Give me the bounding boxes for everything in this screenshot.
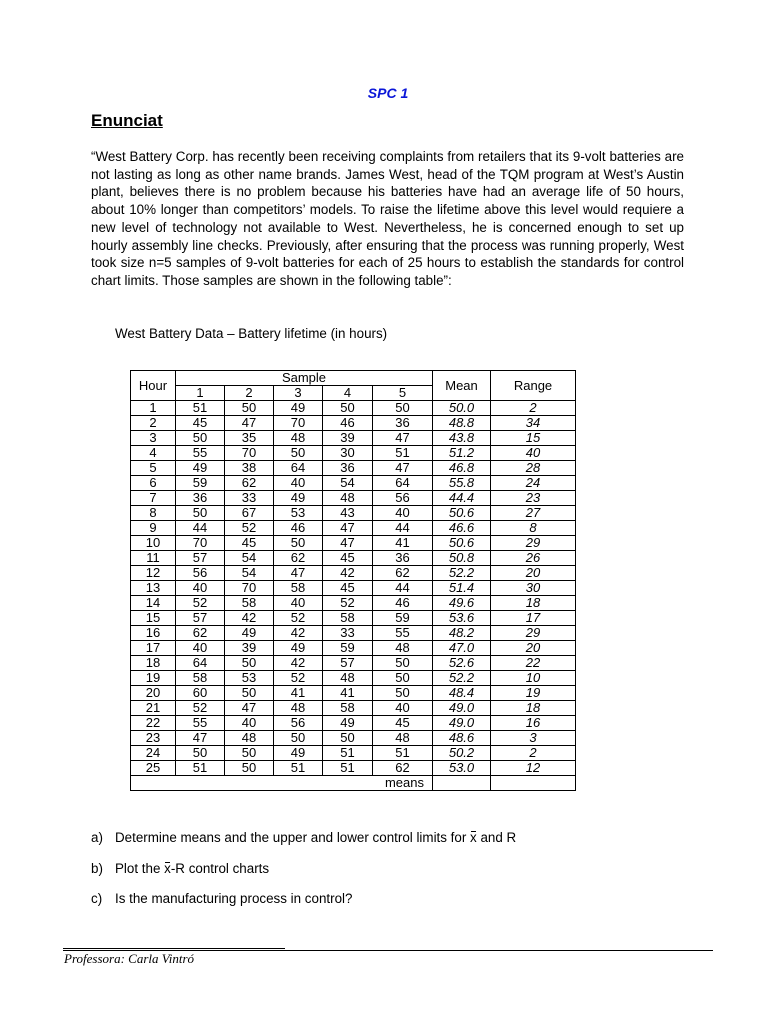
table-row: [131, 686, 576, 701]
question-label: c): [91, 891, 103, 906]
hour-cell: 23: [131, 731, 176, 746]
sample-5-cell: 62: [373, 761, 433, 776]
range-cell: 24: [491, 476, 576, 491]
hour-cell: 17: [131, 641, 176, 656]
hour-cell: 2: [131, 416, 176, 431]
mean-cell: 50.2: [433, 746, 491, 761]
mean-cell: 50.6: [433, 506, 491, 521]
sample-3-cell: 62: [274, 551, 323, 566]
sample-4-cell: 50: [323, 401, 373, 416]
table-caption: West Battery Data – Battery lifetime (in hours): [115, 326, 388, 341]
sample-5-cell: 51: [373, 446, 433, 461]
mean-cell: 50.8: [433, 551, 491, 566]
footer-divider: [63, 948, 285, 949]
question-a: [91, 830, 516, 845]
table-row: [131, 761, 576, 776]
sample-2-cell: 62: [225, 476, 274, 491]
sample-2-cell: 49: [225, 626, 274, 641]
sample-4-cell: 45: [323, 551, 373, 566]
sample-1-cell: 49: [176, 461, 225, 476]
table-row: [131, 641, 576, 656]
sample-2-cell: 50: [225, 686, 274, 701]
range-cell: 28: [491, 461, 576, 476]
sample-1-cell: 50: [176, 431, 225, 446]
sample-4-cell: 41: [323, 686, 373, 701]
sample-2-cell: 70: [225, 581, 274, 596]
sample-5-cell: 44: [373, 521, 433, 536]
table-row: [131, 401, 576, 416]
sample-5-cell: 64: [373, 476, 433, 491]
hour-cell: 22: [131, 716, 176, 731]
sample-3-cell: 49: [274, 746, 323, 761]
sample-1-cell: 40: [176, 581, 225, 596]
mean-cell: 48.6: [433, 731, 491, 746]
sample-4-cell: 45: [323, 581, 373, 596]
sample-1-cell: 70: [176, 536, 225, 551]
sample-5-cell: 47: [373, 431, 433, 446]
sample-5-cell: 50: [373, 656, 433, 671]
sample-5-cell: 40: [373, 701, 433, 716]
range-header: Range: [491, 371, 576, 401]
sample-4-cell: 48: [323, 671, 373, 686]
sample-4-cell: 49: [323, 716, 373, 731]
hour-cell: 9: [131, 521, 176, 536]
mean-cell: 50.6: [433, 536, 491, 551]
sample-3-cell: 49: [274, 491, 323, 506]
question-text: Determine means and the upper and lower control limits for: [115, 830, 471, 845]
sample-5-cell: 41: [373, 536, 433, 551]
sample-3-cell: 58: [274, 581, 323, 596]
table-footer-row: [131, 776, 576, 791]
sample-5-cell: 51: [373, 746, 433, 761]
sample-2-cell: 52: [225, 521, 274, 536]
sample-4-cell: 51: [323, 761, 373, 776]
sample-4-cell: 50: [323, 731, 373, 746]
hour-cell: 13: [131, 581, 176, 596]
hour-cell: 10: [131, 536, 176, 551]
sample-4-cell: 58: [323, 701, 373, 716]
mean-cell: 51.2: [433, 446, 491, 461]
x-bar-symbol: x: [470, 830, 477, 845]
sample-4-cell: 42: [323, 566, 373, 581]
sample-5-cell: 50: [373, 671, 433, 686]
sample-3-cell: 49: [274, 641, 323, 656]
sample-2-cell: 67: [225, 506, 274, 521]
sample-3-cell: 50: [274, 731, 323, 746]
sample-3-cell: 64: [274, 461, 323, 476]
sample-4-cell: 47: [323, 521, 373, 536]
table-row: [131, 506, 576, 521]
question-b: [91, 861, 269, 876]
range-cell: 2: [491, 401, 576, 416]
question-label: b): [91, 861, 103, 876]
sample-3-cell: 52: [274, 671, 323, 686]
hour-cell: 15: [131, 611, 176, 626]
question-text-end: -R control charts: [170, 861, 270, 876]
sample-2-cell: 48: [225, 731, 274, 746]
range-cell: 2: [491, 746, 576, 761]
hour-header: Hour: [131, 371, 176, 401]
table-row: [131, 626, 576, 641]
hour-cell: 25: [131, 761, 176, 776]
sample-number-header: 1: [176, 386, 225, 401]
sample-3-cell: 41: [274, 686, 323, 701]
range-cell: 29: [491, 626, 576, 641]
sample-3-cell: 52: [274, 611, 323, 626]
sample-4-cell: 57: [323, 656, 373, 671]
hour-cell: 16: [131, 626, 176, 641]
mean-cell: 52.2: [433, 671, 491, 686]
sample-3-cell: 70: [274, 416, 323, 431]
hour-cell: 4: [131, 446, 176, 461]
table-row: [131, 596, 576, 611]
sample-4-cell: 54: [323, 476, 373, 491]
sample-4-cell: 43: [323, 506, 373, 521]
sample-5-cell: 56: [373, 491, 433, 506]
table-row: [131, 701, 576, 716]
sample-5-cell: 59: [373, 611, 433, 626]
sample-1-cell: 51: [176, 761, 225, 776]
sample-5-cell: 36: [373, 551, 433, 566]
sample-1-cell: 55: [176, 716, 225, 731]
sample-4-cell: 33: [323, 626, 373, 641]
hour-cell: 24: [131, 746, 176, 761]
hour-cell: 5: [131, 461, 176, 476]
sample-3-cell: 42: [274, 626, 323, 641]
mean-cell: 49.0: [433, 716, 491, 731]
range-cell: 27: [491, 506, 576, 521]
table-row: [131, 536, 576, 551]
sample-number-header: 2: [225, 386, 274, 401]
sample-5-cell: 47: [373, 461, 433, 476]
sample-2-cell: 42: [225, 611, 274, 626]
mean-cell: 46.8: [433, 461, 491, 476]
sample-1-cell: 52: [176, 596, 225, 611]
hour-cell: 7: [131, 491, 176, 506]
sample-1-cell: 40: [176, 641, 225, 656]
table-row: [131, 476, 576, 491]
hour-cell: 14: [131, 596, 176, 611]
range-cell: 12: [491, 761, 576, 776]
question-label: a): [91, 830, 103, 845]
table-row: [131, 716, 576, 731]
table-row: [131, 416, 576, 431]
sample-5-cell: 48: [373, 731, 433, 746]
sample-5-cell: 62: [373, 566, 433, 581]
range-cell: 18: [491, 701, 576, 716]
sample-1-cell: 55: [176, 446, 225, 461]
sample-5-cell: 45: [373, 716, 433, 731]
table-row: [131, 656, 576, 671]
sample-4-cell: 48: [323, 491, 373, 506]
footer-professor: Professora: Carla Vintró: [64, 951, 195, 966]
question-text-end: and R: [476, 830, 517, 845]
range-cell: 34: [491, 416, 576, 431]
sample-1-cell: 60: [176, 686, 225, 701]
range-cell: 29: [491, 536, 576, 551]
range-cell: 17: [491, 611, 576, 626]
sample-1-cell: 57: [176, 611, 225, 626]
sample-header: Sample: [176, 371, 433, 386]
sample-2-cell: 39: [225, 641, 274, 656]
range-cell: 16: [491, 716, 576, 731]
sample-2-cell: 38: [225, 461, 274, 476]
sample-4-cell: 51: [323, 746, 373, 761]
range-cell: 19: [491, 686, 576, 701]
hour-cell: 12: [131, 566, 176, 581]
sample-1-cell: 64: [176, 656, 225, 671]
sample-3-cell: 46: [274, 521, 323, 536]
range-cell: 26: [491, 551, 576, 566]
mean-cell: 48.8: [433, 416, 491, 431]
sample-2-cell: 70: [225, 446, 274, 461]
table-row: [131, 731, 576, 746]
table-row: [131, 461, 576, 476]
sample-4-cell: 46: [323, 416, 373, 431]
mean-cell: 48.2: [433, 626, 491, 641]
sample-1-cell: 57: [176, 551, 225, 566]
sample-1-cell: 50: [176, 746, 225, 761]
range-cell: 10: [491, 671, 576, 686]
sample-2-cell: 50: [225, 761, 274, 776]
mean-cell: 49.6: [433, 596, 491, 611]
mean-cell: 48.4: [433, 686, 491, 701]
hour-cell: 21: [131, 701, 176, 716]
problem-statement: “West Battery Corp. has recently been receiving complaints from retailers that its 9-volt batteries are not lasting as long as other name brands. James West, head of the TQM program at West’s Austin plant, believes there is no problem because his batteries have had an average life of 50 hours, about 10% longer than competitors’ models. To raise the lifetime above this level would requiere a new level of technology not available to West. Nevertheless, he is concerned enough to set up hourly assembly line checks. Previously, after ensuring that the process was running properly, West took size n=5 samples of 9-volt batteries for each of 25 hours to establish the standards for control chart limits. Those samples are shown in the following table”:: [91, 149, 684, 288]
sample-5-cell: 55: [373, 626, 433, 641]
sample-4-cell: 39: [323, 431, 373, 446]
hour-cell: 19: [131, 671, 176, 686]
sample-4-cell: 47: [323, 536, 373, 551]
sample-3-cell: 40: [274, 476, 323, 491]
mean-cell: 55.8: [433, 476, 491, 491]
sample-1-cell: 59: [176, 476, 225, 491]
sample-5-cell: 40: [373, 506, 433, 521]
sample-3-cell: 51: [274, 761, 323, 776]
sample-1-cell: 45: [176, 416, 225, 431]
sample-number-header: 5: [373, 386, 433, 401]
mean-header: Mean: [433, 371, 491, 401]
table-row: [131, 446, 576, 461]
sample-1-cell: 62: [176, 626, 225, 641]
sample-3-cell: 47: [274, 566, 323, 581]
table-row: [131, 521, 576, 536]
sample-5-cell: 36: [373, 416, 433, 431]
sample-2-cell: 50: [225, 656, 274, 671]
table-row: [131, 551, 576, 566]
mean-cell: 52.6: [433, 656, 491, 671]
sample-3-cell: 56: [274, 716, 323, 731]
mean-cell: 43.8: [433, 431, 491, 446]
sample-2-cell: 58: [225, 596, 274, 611]
sample-2-cell: 40: [225, 716, 274, 731]
mean-cell: 47.0: [433, 641, 491, 656]
sample-number-header: 4: [323, 386, 373, 401]
mean-cell: 53.0: [433, 761, 491, 776]
sample-2-cell: 50: [225, 401, 274, 416]
sample-2-cell: 54: [225, 551, 274, 566]
sample-2-cell: 35: [225, 431, 274, 446]
table-row: [131, 491, 576, 506]
sample-4-cell: 30: [323, 446, 373, 461]
sample-2-cell: 47: [225, 701, 274, 716]
table-body: [131, 401, 576, 776]
sample-2-cell: 47: [225, 416, 274, 431]
sample-1-cell: 58: [176, 671, 225, 686]
sample-1-cell: 52: [176, 701, 225, 716]
question-text: Is the manufacturing process in control?: [115, 891, 353, 906]
range-cell: 18: [491, 596, 576, 611]
mean-cell: 50.0: [433, 401, 491, 416]
sample-5-cell: 46: [373, 596, 433, 611]
sample-3-cell: 49: [274, 401, 323, 416]
table-row: [131, 431, 576, 446]
sample-5-cell: 50: [373, 686, 433, 701]
range-cell: 8: [491, 521, 576, 536]
sample-3-cell: 48: [274, 431, 323, 446]
range-mean-cell: [491, 776, 576, 791]
sample-1-cell: 56: [176, 566, 225, 581]
table-row: [131, 581, 576, 596]
range-cell: 20: [491, 566, 576, 581]
range-cell: 22: [491, 656, 576, 671]
range-cell: 3: [491, 731, 576, 746]
sample-4-cell: 59: [323, 641, 373, 656]
hour-cell: 20: [131, 686, 176, 701]
sample-5-cell: 44: [373, 581, 433, 596]
hour-cell: 11: [131, 551, 176, 566]
sample-2-cell: 45: [225, 536, 274, 551]
range-cell: 20: [491, 641, 576, 656]
sample-2-cell: 33: [225, 491, 274, 506]
range-cell: 23: [491, 491, 576, 506]
hour-cell: 8: [131, 506, 176, 521]
table-header-row: [131, 371, 576, 386]
sample-1-cell: 47: [176, 731, 225, 746]
sample-1-cell: 50: [176, 506, 225, 521]
sample-5-cell: 48: [373, 641, 433, 656]
sample-3-cell: 50: [274, 536, 323, 551]
sample-number-header: 3: [274, 386, 323, 401]
sample-4-cell: 36: [323, 461, 373, 476]
table-row: [131, 611, 576, 626]
x-bar-symbol: x: [164, 861, 171, 876]
mean-cell: 44.4: [433, 491, 491, 506]
sample-1-cell: 51: [176, 401, 225, 416]
mean-cell: 51.4: [433, 581, 491, 596]
sample-2-cell: 50: [225, 746, 274, 761]
battery-data-table: [130, 370, 576, 791]
sample-1-cell: 36: [176, 491, 225, 506]
section-heading: Enunciat: [91, 111, 163, 130]
sample-2-cell: 53: [225, 671, 274, 686]
range-cell: 30: [491, 581, 576, 596]
sample-5-cell: 50: [373, 401, 433, 416]
table-row: [131, 746, 576, 761]
mean-cell: 49.0: [433, 701, 491, 716]
mean-cell: 46.6: [433, 521, 491, 536]
mean-cell: 53.6: [433, 611, 491, 626]
mean-cell: 52.2: [433, 566, 491, 581]
sample-1-cell: 44: [176, 521, 225, 536]
hour-cell: 1: [131, 401, 176, 416]
question-c: [91, 891, 352, 906]
sample-4-cell: 52: [323, 596, 373, 611]
sample-3-cell: 42: [274, 656, 323, 671]
hour-cell: 18: [131, 656, 176, 671]
means-label: means: [131, 776, 433, 791]
table-row: [131, 671, 576, 686]
hour-cell: 3: [131, 431, 176, 446]
range-cell: 40: [491, 446, 576, 461]
question-text: Plot the: [115, 861, 165, 876]
sample-3-cell: 48: [274, 701, 323, 716]
sample-3-cell: 53: [274, 506, 323, 521]
document-title: SPC 1: [367, 85, 409, 101]
sample-3-cell: 40: [274, 596, 323, 611]
sample-4-cell: 58: [323, 611, 373, 626]
hour-cell: 6: [131, 476, 176, 491]
sample-2-cell: 54: [225, 566, 274, 581]
range-cell: 15: [491, 431, 576, 446]
table-row: [131, 566, 576, 581]
means-value-cell: [433, 776, 491, 791]
sample-3-cell: 50: [274, 446, 323, 461]
